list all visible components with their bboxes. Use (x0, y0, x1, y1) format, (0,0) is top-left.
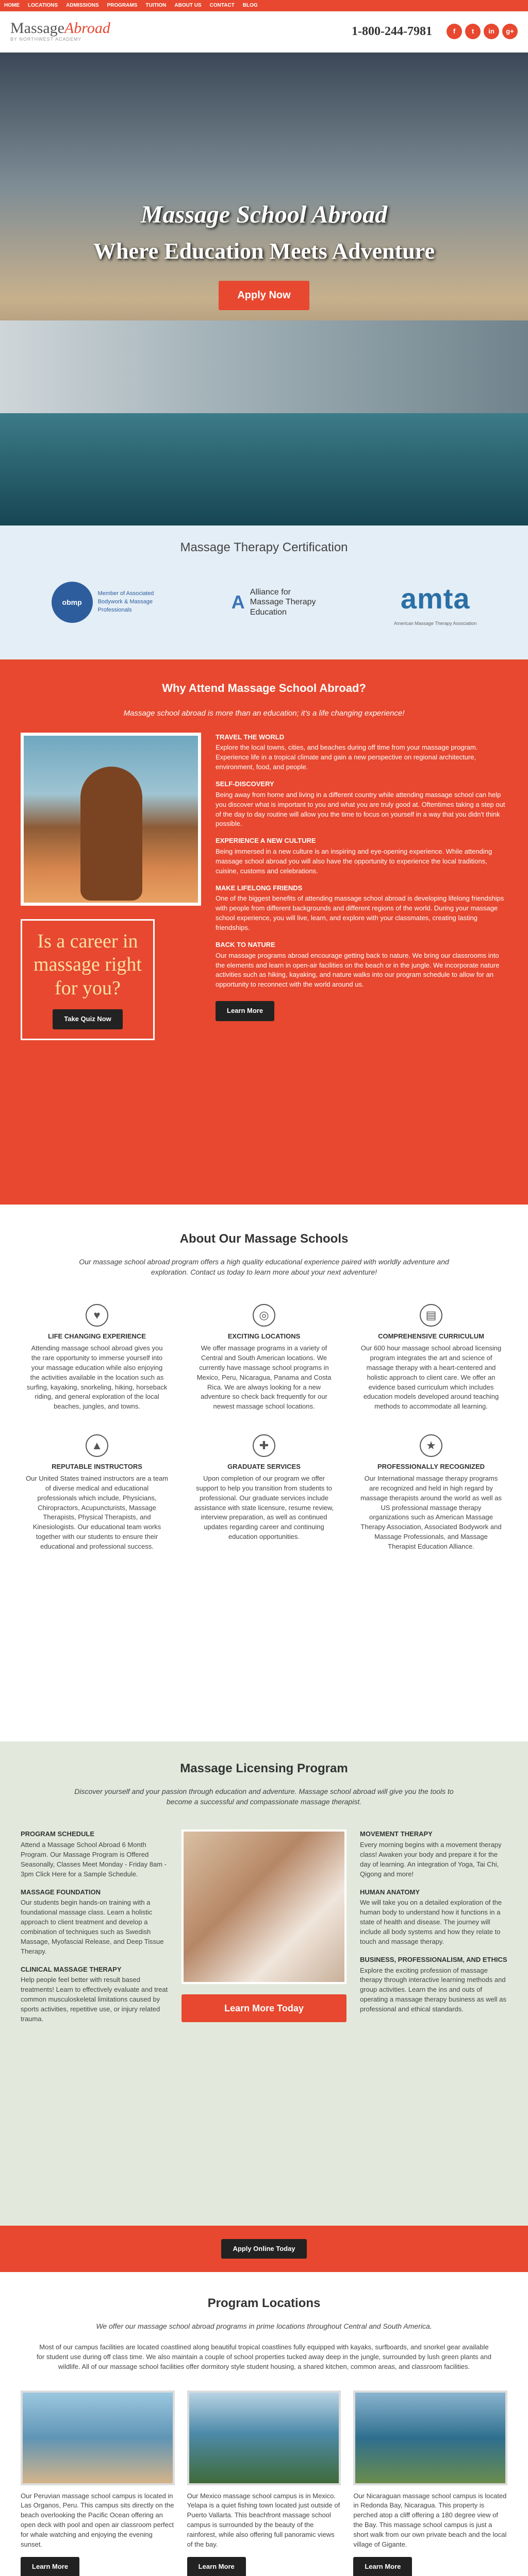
amta-logo[interactable] (394, 578, 476, 627)
licensing-item-text: Attend a Massage School Abroad 6 Month Program. Our Massage Program is Offered Seasonally, Classes Meet Monday - Friday 8am - 3pm Click Here for a Sample Schedule. (21, 1841, 167, 1878)
why-item-title: MAKE LIFELONG FRIENDS (216, 884, 303, 892)
why-learn-more-button[interactable]: Learn More (216, 1001, 274, 1021)
program-locations-section (0, 2272, 528, 2576)
feature-title: GRADUATE SERVICES (227, 1463, 301, 1471)
licensing-item (21, 1888, 168, 1957)
header-phone[interactable]: 1-800-244-7981 (352, 25, 432, 39)
why-item (216, 733, 507, 772)
licensing-item (360, 1955, 507, 2014)
programs-title: Program Locations (207, 2296, 321, 2310)
mexico-campus-photo (187, 2391, 341, 2485)
location-text: Our Peruvian massage school campus is located in Las Organos, Peru. This campus sits directly on the beach overlooking the Pacific Ocean offering an open deck with pool and open air classroom perfect for whale watching and enjoying the evening sunset. (21, 2492, 174, 2548)
certification-section (0, 526, 528, 659)
apply-online-button[interactable]: Apply Online Today (221, 2239, 306, 2259)
site-logo[interactable] (10, 21, 110, 43)
licensing-intro: Discover yourself and your passion through education and adventure. Massage school abroad will give you the tools to become a successful and compassionate massage therapist. (74, 1787, 454, 1806)
why-item-text: Being immersed in a new culture is an inspiring and eye-opening experience. While attending massage school abroad you will also have the opportunity to experience the local traditions, cuisine, customs and celebrations. (216, 848, 492, 875)
licensing-title: Massage Licensing Program (180, 1761, 348, 1775)
massage-photo (182, 1829, 346, 1984)
location-card (21, 2391, 175, 2576)
licensing-item-text: Every morning begins with a movement therapy class! Awaken your body and prepare it for the day of learning. An integration of Yoga, Tai Chi, Qigong and more! (360, 1841, 502, 1878)
about-section (0, 1205, 528, 1741)
location-text: Our Nicaraguan massage school campus is located in Redonda Bay, Nicaragua. This property is perched atop a cliff offering a 180 degree view of the Bay. This massage school campus is just a short walk from our own private beach and the local village of Gigante. (353, 2492, 507, 2548)
feature-text: Our 600 hour massage school abroad licensing program integrates the art and science of massage therapy with a heart-centered and holistic approach to client care. We offer an evidence based curriculum which includes education models developed around teaching methods to accommodate all learning. (360, 1344, 502, 1411)
abmp-badge: obmp (52, 582, 93, 623)
why-item-title: SELF-DISCOVERY (216, 780, 274, 788)
feature-text: Our United States trained instructors are a team of diverse medical and educational professionals which include, Physicians, Chiropractors, Acupuncturists, Massage Therapists, Physical Therapists, and Kinesiologists. Our educational team works together with our students to ensure their educational and professional success. (26, 1474, 169, 1550)
feature-text: We offer massage programs in a variety of Central and South American locations. We currently have massage school programs in Mexico, Peru, Nicaragua, Panama and Costa Rica. We are always looking for a new adventure so check back frequently for our newest massage school locations. (196, 1344, 332, 1411)
abmp-logo[interactable] (52, 582, 160, 623)
why-item (216, 836, 507, 876)
why-item-title: EXPERIENCE A NEW CULTURE (216, 837, 316, 845)
learn-more-button[interactable]: Learn More (187, 2557, 246, 2576)
licensing-item-title: CLINICAL MASSAGE THERAPY (21, 1965, 122, 1973)
licensing-item (21, 1829, 168, 1879)
career-question: Is a career in massage right for you? (33, 930, 142, 999)
licensing-item-text: We will take you on a detailed exploration of the human body to understand how it functions in a state of health and disease. The journey will include all body systems and how they relate to touch and massage therapy. (360, 1899, 502, 1945)
feature-text: Attending massage school abroad gives you the rare opportunity to immerse yourself into your massage education while also enjoying the activities available in the location such as surfing, kayaking, snorkeling, hiking, horseback riding, and general exploration of the local beaches, jungles, and towns. (26, 1344, 168, 1411)
graduation-cap-icon: ▲ (86, 1434, 108, 1457)
amta-text: amta (400, 582, 470, 615)
afmte-mark: A (231, 591, 245, 613)
why-intro: Massage school abroad is more than an education; it's a life changing experience! (123, 708, 405, 718)
feature-title: COMPREHENSIVE CURRICULUM (378, 1332, 484, 1341)
award-icon: ★ (420, 1434, 442, 1457)
feature-item (360, 1434, 502, 1552)
cert-title: Massage Therapy Certification (180, 540, 348, 554)
location-text: Our Mexico massage school campus is in Mexico. Yelapa is a quiet fishing town located just outside of Puerto Vallarta. This beachfront massage school campus is surrounded by the beauty of the rainforest, while also offering full panoramic views of the bay. (187, 2492, 340, 2548)
career-quiz-box (21, 919, 155, 1041)
twitter-icon[interactable]: t (465, 24, 481, 39)
about-intro: Our massage school abroad program offers a high quality educational experience paired with worldly adventure and exploration. Contact us today to learn more about your next adventure! (79, 1257, 449, 1277)
programs-description: Most of our campus facilities are located coastlined along beautiful tropical coastlines fully equipped with kayaks, surfboards, and snorkel gear available for student use during off class time. We also maintain a couple of school properties tucked away deep in the jungle, surrounded by lush green plants and wildlife. All of our massage school facilities offer dormitory style student housing, a shared kitchen, common areas, and classroom facilities. (37, 2343, 491, 2370)
site-header (0, 11, 528, 53)
feature-text: Upon completion of our program we offer support to help you transition from students to professional. Our graduate services include assistance with state licensure, resume review, interview preparation, as well as continued updates regarding career and continuing education opportunities. (194, 1474, 334, 1541)
nav-admissions[interactable]: ADMISSIONS (66, 2, 99, 8)
feature-title: LIFE CHANGING EXPERIENCE (48, 1332, 146, 1341)
logo-main-text: Massage (10, 19, 64, 37)
learn-more-button[interactable]: Learn More (21, 2557, 79, 2576)
why-item-text: Being away from home and living in a different country while attending massage school can help you discover what is important to you and what you are truly good at. Oftentimes taking a step out of the day to day routine will allow you the time to focus on yourself in a way that you didn't think possible. (216, 790, 505, 828)
logo-accent-text: Abroad (64, 19, 110, 37)
feature-item (193, 1304, 335, 1412)
student-photo (21, 733, 201, 906)
heart-icon: ♥ (86, 1304, 108, 1327)
hero-title: Massage School Abroad (140, 201, 388, 228)
feature-title: PROFESSIONALLY RECOGNIZED (377, 1463, 485, 1471)
licensing-item-title: MASSAGE FOUNDATION (21, 1888, 101, 1896)
feature-item (193, 1434, 335, 1552)
afmte-logo[interactable] (232, 587, 322, 617)
abmp-text: Member of Associated Bodywork & Massage Professionals (97, 590, 154, 613)
google-plus-icon[interactable]: g+ (502, 24, 518, 39)
why-item (216, 779, 507, 829)
learn-more-today-button[interactable]: Learn More Today (182, 1994, 346, 2022)
licensing-item (360, 1888, 507, 1947)
licensing-item-title: PROGRAM SCHEDULE (21, 1830, 95, 1838)
feature-item (360, 1304, 502, 1412)
feature-text: Our International massage therapy programs are recognized and held in high regard by massage therapists around the world as well as US professional massage therapy organizations such as American Massage Therapy Association, Associated Bodywork and Massage Professionals, and Massage Therapist Education Alliance. (360, 1474, 502, 1550)
location-card (353, 2391, 507, 2576)
nav-tuition[interactable]: TUITION (145, 2, 167, 8)
why-item-text: One of the biggest benefits of attending massage school abroad is developing lifelong friendships with people from different backgrounds and different regions of the world. During your massage school experience, you will live, learn, and explore with your classmates, creating lasting friendships. (216, 894, 504, 931)
licensing-item-text: Help people feel better with result based treatments! Learn to effectively evaluate and treat common musculoskeletal limitations caused by sports activities, repetitive use, or injury related trauma. (21, 1976, 168, 2023)
licensing-item (360, 1829, 507, 1879)
licensing-section (0, 1741, 528, 2226)
social-links (447, 24, 518, 39)
linkedin-icon[interactable]: in (484, 24, 499, 39)
why-item-text: Our massage programs abroad encourage getting back to nature. We bring our classrooms into the elements and learn in open-air facilities on the beach or in the jungle. We incorporate nature activities such as hiking, kayaking, and nature walks into our program schedule to allow for an opportunity to reconnect with the world around us. (216, 951, 500, 989)
nav-blog[interactable]: BLOG (242, 2, 258, 8)
licensing-item-title: MOVEMENT THERAPY (360, 1830, 433, 1838)
about-title: About Our Massage Schools (179, 1232, 349, 1246)
feature-item (26, 1434, 168, 1552)
nav-locations[interactable]: LOCATIONS (28, 2, 58, 8)
licensing-item-text: Explore the exciting profession of massage therapy through interactive learning methods and group activities. Learn the ins and outs of operating a massage therapy business as well as professional and ethical standards. (360, 1966, 506, 2013)
peru-campus-photo (21, 2391, 175, 2485)
location-card (187, 2391, 341, 2576)
globe-icon: ◎ (253, 1304, 275, 1327)
why-title: Why Attend Massage School Abroad? (162, 682, 366, 694)
nav-programs[interactable]: PROGRAMS (107, 2, 138, 8)
logo-subtitle: BY NORTHWEST ACADEMY (10, 36, 82, 42)
why-item-text: Explore the local towns, cities, and beaches during off time from your massage program. Experience life in a tropical climate and gain a new perspective on regional architecture, environment, food, and people. (216, 743, 478, 771)
top-nav (0, 0, 528, 11)
why-item-title: TRAVEL THE WORLD (216, 733, 285, 741)
feature-title: EXCITING LOCATIONS (227, 1332, 301, 1341)
licensing-item (21, 1965, 168, 2024)
take-quiz-button[interactable]: Take Quiz Now (53, 1009, 123, 1029)
handshake-icon: ✚ (253, 1434, 275, 1457)
nav-home[interactable]: HOME (4, 2, 20, 8)
programs-intro: We offer our massage school abroad programs in prime locations throughout Central and South America. (96, 2321, 432, 2330)
book-icon: ▤ (420, 1304, 442, 1327)
why-item (216, 884, 507, 933)
hero-subtitle: Where Education Meets Adventure (93, 238, 435, 264)
amta-subtext: American Massage Therapy Association (393, 620, 477, 626)
hero-banner (0, 53, 528, 526)
facebook-icon[interactable]: f (447, 24, 462, 39)
learn-more-button[interactable]: Learn More (353, 2557, 412, 2576)
licensing-item-title: BUSINESS, PROFESSIONALISM, AND ETHICS (360, 1955, 507, 1963)
why-item (216, 940, 507, 990)
apply-now-button[interactable]: Apply Now (219, 281, 309, 310)
why-item-title: BACK TO NATURE (216, 940, 275, 948)
apply-online-band (0, 2226, 528, 2272)
licensing-item-text: Our students begin hands-on training with a foundational massage class. Learn a holistic approach to client treatment and develop a combination of techniques such as Swedish Massage, Myofascial Release, and Deep Tissue Therapy. (21, 1899, 164, 1955)
why-section (0, 659, 528, 1205)
nav-contact[interactable]: CONTACT (209, 2, 235, 8)
nav-about-us[interactable]: ABOUT US (174, 2, 202, 8)
licensing-item-title: HUMAN ANATOMY (360, 1888, 420, 1896)
feature-item (26, 1304, 168, 1412)
afmte-text: Alliance for Massage Therapy Education (250, 588, 316, 617)
nicaragua-campus-photo (353, 2391, 507, 2485)
feature-title: REPUTABLE INSTRUCTORS (52, 1463, 142, 1471)
